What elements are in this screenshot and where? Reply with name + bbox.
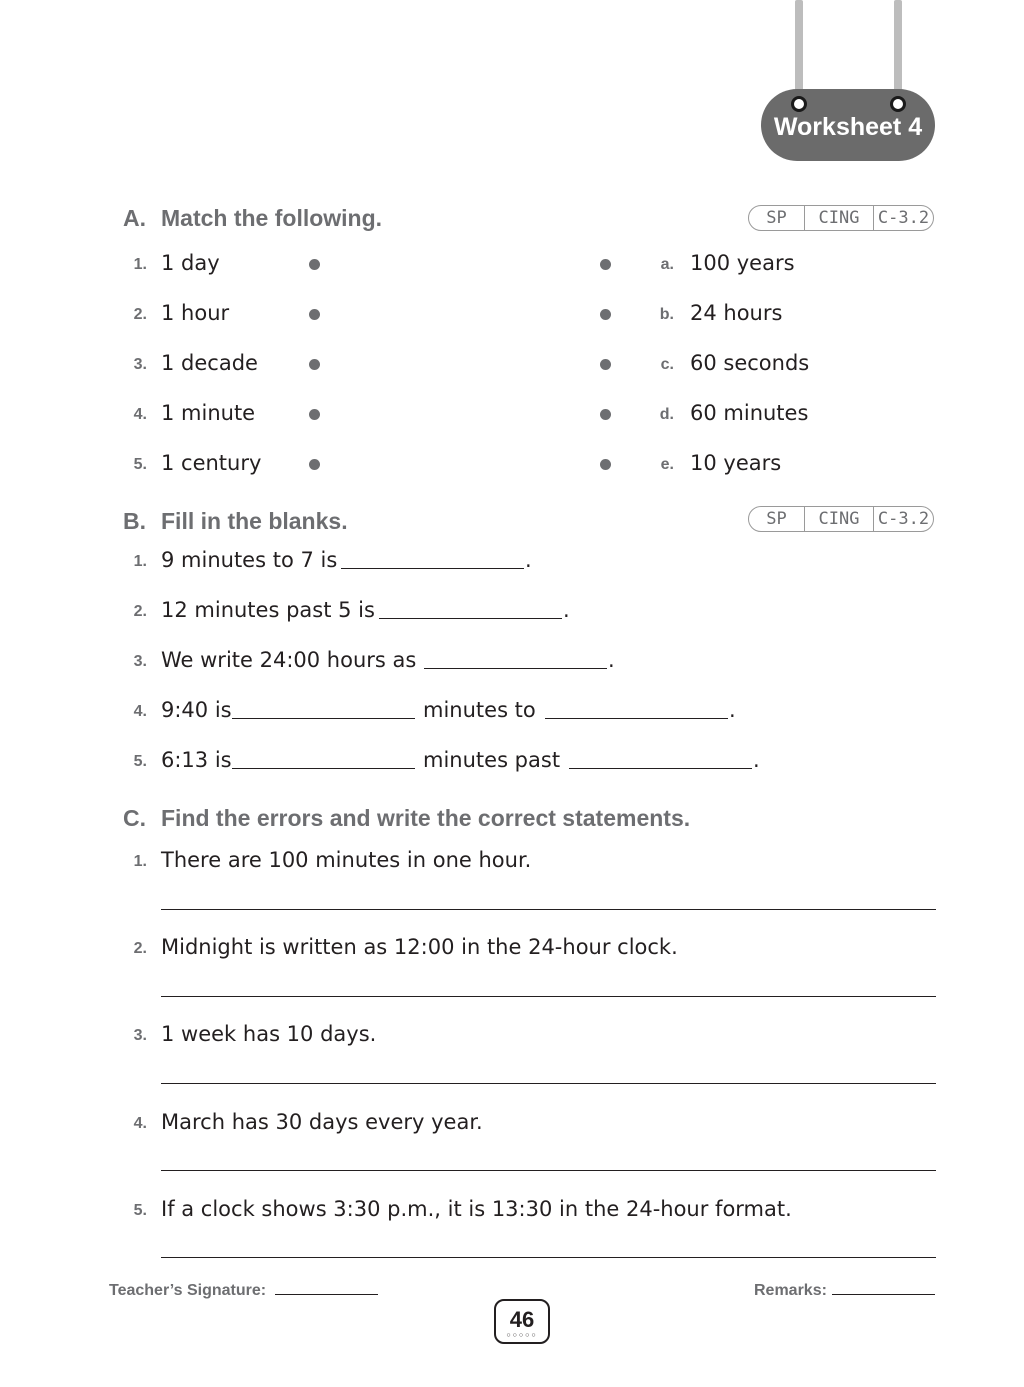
answer-blank[interactable] <box>569 768 752 769</box>
answer-line[interactable] <box>161 1083 936 1084</box>
item-letter: a. <box>660 256 674 273</box>
item-number: 4. <box>133 406 147 423</box>
item-number: 3. <box>133 653 147 670</box>
section-c-title <box>123 805 690 832</box>
tag-hanger-right <box>894 0 902 98</box>
match-left-item: 1 day <box>161 251 220 275</box>
answer-line[interactable] <box>161 909 936 910</box>
match-right-item: 60 seconds <box>690 351 810 375</box>
sentence-period: . <box>563 598 570 622</box>
worksheet-tag <box>761 89 935 161</box>
item-letter: c. <box>660 356 674 373</box>
fill-question: 9 minutes to 7 is <box>161 548 338 572</box>
item-number: 1. <box>133 553 147 570</box>
item-number: 4. <box>133 703 147 720</box>
answer-blank[interactable] <box>232 718 415 719</box>
teacher-signature-label: Teacher’s Signature: <box>109 1282 267 1299</box>
badge-cing: CING <box>805 507 874 531</box>
worksheet-title: Worksheet 4 <box>773 112 923 141</box>
answer-blank[interactable] <box>545 718 728 719</box>
match-left-item: 1 decade <box>161 351 258 375</box>
match-left-item: 1 century <box>161 451 262 475</box>
match-dot-right[interactable] <box>600 459 611 470</box>
tag-hanger-left <box>795 0 803 98</box>
answer-blank[interactable] <box>341 568 524 569</box>
match-dot-left[interactable] <box>309 359 320 370</box>
section-b-title <box>123 508 348 535</box>
fill-question: We write 24:00 hours as <box>161 648 417 672</box>
sentence-period: . <box>525 548 532 572</box>
match-dot-right[interactable] <box>600 409 611 420</box>
badge-code: C-3.2 <box>877 208 930 228</box>
match-dot-left[interactable] <box>309 409 320 420</box>
sentence-period: . <box>753 748 760 772</box>
section-letter: A. <box>123 205 146 231</box>
fill-question: 9:40 is <box>161 698 232 722</box>
fill-question: 12 minutes past 5 is <box>161 598 375 622</box>
sentence-period: . <box>729 698 736 722</box>
fill-question-middle: minutes to <box>423 698 536 722</box>
skills-badge <box>748 506 934 532</box>
answer-blank[interactable] <box>424 668 607 669</box>
match-dot-right[interactable] <box>600 309 611 320</box>
error-statement: If a clock shows 3:30 p.m., it is 13:30 in the 24-hour format. <box>161 1197 792 1221</box>
match-right-item: 24 hours <box>690 301 783 325</box>
badge-code: C-3.2 <box>877 509 930 529</box>
tag-ring-right <box>890 96 906 112</box>
section-letter: B. <box>123 508 146 534</box>
remarks-line[interactable] <box>832 1294 935 1295</box>
sentence-period: . <box>608 648 615 672</box>
item-number: 4. <box>133 1115 147 1132</box>
answer-line[interactable] <box>161 1257 936 1258</box>
fill-question-middle: minutes past <box>423 748 561 772</box>
section-heading: Fill in the blanks. <box>161 508 348 534</box>
item-letter: d. <box>659 406 674 423</box>
match-right-item: 10 years <box>690 451 782 475</box>
decorative-dots: ○○○○○ <box>506 1332 538 1339</box>
badge-sp: SP <box>749 507 805 531</box>
match-dot-left[interactable] <box>309 259 320 270</box>
answer-line[interactable] <box>161 996 936 997</box>
badge-sp: SP <box>749 206 805 230</box>
error-statement: Midnight is written as 12:00 in the 24-hour clock. <box>161 935 678 959</box>
answer-blank[interactable] <box>379 618 562 619</box>
section-letter: C. <box>123 805 146 831</box>
signature-line[interactable] <box>275 1294 378 1295</box>
item-number: 1. <box>133 853 147 870</box>
match-right-item: 100 years <box>690 251 795 275</box>
section-heading: Match the following. <box>161 205 383 231</box>
item-number: 2. <box>133 940 147 957</box>
skills-badge <box>748 205 934 231</box>
item-number: 1. <box>133 256 147 273</box>
page-number: 46 <box>509 1307 535 1332</box>
tag-ring-left <box>791 96 807 112</box>
item-number: 5. <box>133 456 147 473</box>
match-dot-right[interactable] <box>600 359 611 370</box>
item-number: 5. <box>133 753 147 770</box>
error-statement: 1 week has 10 days. <box>161 1022 377 1046</box>
item-number: 2. <box>133 306 147 323</box>
match-dot-right[interactable] <box>600 259 611 270</box>
badge-cing: CING <box>805 206 874 230</box>
match-left-item: 1 minute <box>161 401 256 425</box>
page-number-badge <box>494 1299 550 1344</box>
match-left-item: 1 hour <box>161 301 230 325</box>
answer-blank[interactable] <box>232 768 415 769</box>
item-letter: e. <box>660 456 674 473</box>
item-letter: b. <box>659 306 674 323</box>
error-statement: March has 30 days every year. <box>161 1110 483 1134</box>
item-number: 2. <box>133 603 147 620</box>
item-number: 5. <box>133 1202 147 1219</box>
section-a-title <box>123 205 382 232</box>
remarks-label: Remarks: <box>754 1282 827 1299</box>
match-dot-left[interactable] <box>309 309 320 320</box>
match-right-item: 60 minutes <box>690 401 809 425</box>
fill-question: 6:13 is <box>161 748 232 772</box>
match-dot-left[interactable] <box>309 459 320 470</box>
item-number: 3. <box>133 356 147 373</box>
answer-line[interactable] <box>161 1170 936 1171</box>
item-number: 3. <box>133 1027 147 1044</box>
section-heading: Find the errors and write the correct statements. <box>161 805 691 831</box>
error-statement: There are 100 minutes in one hour. <box>161 848 532 872</box>
